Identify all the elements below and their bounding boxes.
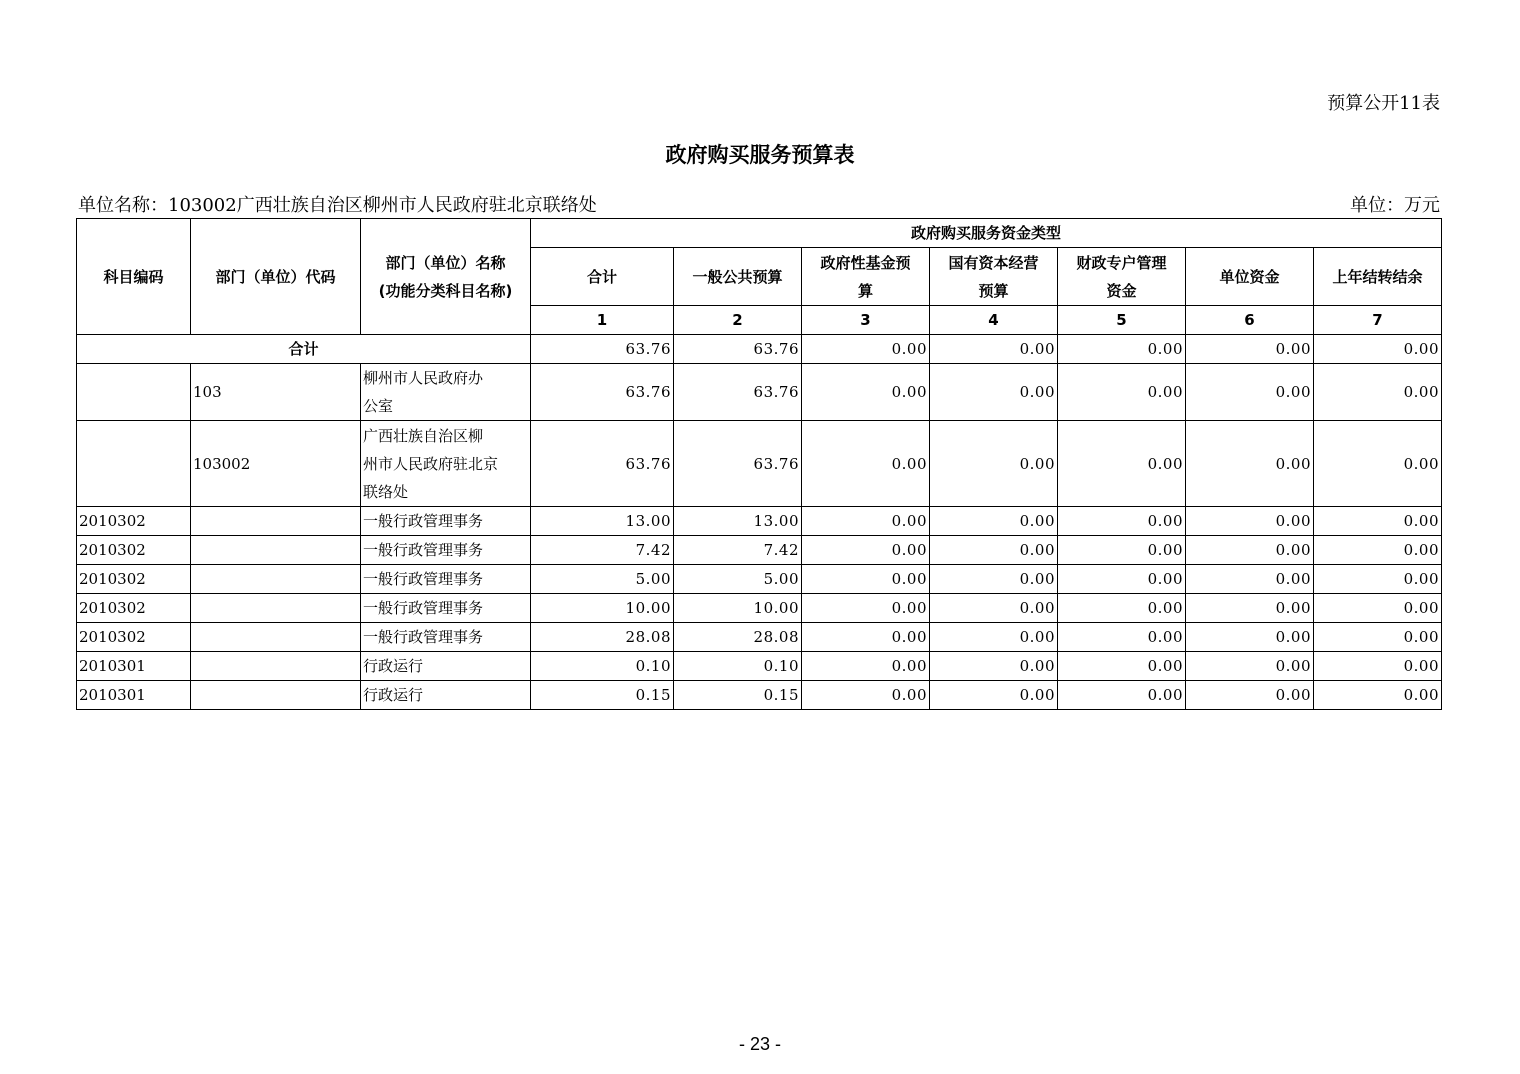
table-row: [77, 652, 1442, 681]
table-row: [77, 536, 1442, 565]
document-title: 政府购买服务预算表: [665, 143, 855, 167]
value-cell: 0.00: [1314, 421, 1442, 507]
value-cell: 0.00: [1186, 594, 1314, 623]
value-cell: 0.00: [930, 421, 1058, 507]
total-row: [77, 335, 1442, 364]
total-value: 63.76: [531, 335, 674, 364]
dept-row: [77, 421, 1442, 507]
column-number: 7: [1314, 306, 1442, 335]
dept-name-line: 公室: [363, 397, 394, 415]
dept-code-cell: [191, 565, 361, 594]
dept-code-cell: [191, 507, 361, 536]
subject-code-cell: 2010302: [77, 623, 191, 652]
header-state-capital: [930, 248, 1058, 306]
function-name-cell: 一般行政管理事务: [361, 623, 531, 652]
dept-name-cell: [361, 421, 531, 507]
dept-code-cell: 103: [191, 364, 361, 421]
total-value: 0.00: [1314, 335, 1442, 364]
value-cell: 28.08: [674, 623, 802, 652]
unit-measure-label: 单位：万元: [1350, 195, 1440, 216]
table-row: [77, 623, 1442, 652]
value-cell: 0.15: [674, 681, 802, 710]
value-cell: 0.00: [930, 536, 1058, 565]
column-number: 4: [930, 306, 1058, 335]
total-value: 0.00: [1058, 335, 1186, 364]
dept-code-cell: [191, 681, 361, 710]
value-cell: 0.00: [802, 364, 930, 421]
value-cell: 0.00: [930, 364, 1058, 421]
value-cell: 0.00: [1058, 421, 1186, 507]
value-cell: 0.00: [1186, 536, 1314, 565]
detail-rows: [77, 507, 1442, 710]
value-cell: 0.10: [674, 652, 802, 681]
value-cell: 0.00: [802, 681, 930, 710]
value-cell: 5.00: [674, 565, 802, 594]
function-name-cell: 行政运行: [361, 652, 531, 681]
dept-row: [77, 364, 1442, 421]
subject-code-cell: 2010301: [77, 681, 191, 710]
value-cell: 5.00: [531, 565, 674, 594]
table-row: [77, 681, 1442, 710]
table-id-label: 预算公开11表: [1327, 93, 1440, 114]
value-cell: 0.00: [1058, 565, 1186, 594]
header-dept-name: [361, 219, 531, 335]
value-cell: 0.00: [802, 594, 930, 623]
dept-code-cell: [191, 594, 361, 623]
total-value: 0.00: [1186, 335, 1314, 364]
header-fiscal-special-line1: 财政专户管理: [1076, 253, 1167, 272]
header-state-capital-line1: 国有资本经营: [948, 253, 1039, 272]
value-cell: 10.00: [674, 594, 802, 623]
value-cell: 0.00: [1186, 681, 1314, 710]
column-number: 1: [531, 306, 674, 335]
total-value: 0.00: [802, 335, 930, 364]
value-cell: 0.00: [802, 536, 930, 565]
budget-table: [76, 218, 1442, 710]
header-gov-fund-line2: 算: [857, 281, 873, 300]
value-cell: 0.10: [531, 652, 674, 681]
subject-code-cell: 2010302: [77, 594, 191, 623]
value-cell: 0.00: [1058, 652, 1186, 681]
value-cell: 13.00: [531, 507, 674, 536]
dept-name-line: 广西壮族自治区柳: [363, 426, 484, 445]
header-dept-name-line2: (功能分类科目名称): [378, 281, 513, 300]
value-cell: 63.76: [674, 364, 802, 421]
header-state-capital-line2: 预算: [978, 281, 1009, 300]
header-fiscal-special-line2: 资金: [1106, 281, 1137, 300]
column-number: 6: [1186, 306, 1314, 335]
value-cell: 0.00: [1058, 681, 1186, 710]
value-cell: 0.00: [1314, 565, 1442, 594]
subject-code-cell: 2010302: [77, 507, 191, 536]
total-value: 63.76: [674, 335, 802, 364]
column-number: 5: [1058, 306, 1186, 335]
value-cell: 0.00: [1058, 594, 1186, 623]
value-cell: 63.76: [531, 421, 674, 507]
subject-code-cell: 2010302: [77, 565, 191, 594]
value-cell: 0.00: [930, 507, 1058, 536]
value-cell: 0.00: [802, 623, 930, 652]
value-cell: 0.00: [1058, 507, 1186, 536]
page-number: - 23 -: [738, 1034, 781, 1054]
value-cell: 0.00: [1186, 507, 1314, 536]
value-cell: 0.00: [1186, 421, 1314, 507]
table-row: [77, 507, 1442, 536]
unit-name-label: 单位名称：103002广西壮族自治区柳州市人民政府驻北京联络处: [78, 195, 597, 216]
dept-name-line: 州市人民政府驻北京: [363, 454, 499, 473]
header-subject-code: 科目编码: [77, 219, 191, 335]
dept-code-cell: 103002: [191, 421, 361, 507]
value-cell: 0.00: [802, 652, 930, 681]
total-value: 0.00: [930, 335, 1058, 364]
header-fund-type-group: 政府购买服务资金类型: [531, 219, 1442, 248]
total-row-label: 合计: [77, 335, 531, 364]
value-cell: 0.00: [1058, 364, 1186, 421]
function-name-cell: 一般行政管理事务: [361, 594, 531, 623]
header-unit-funds: 单位资金: [1186, 248, 1314, 306]
dept-name-line: 联络处: [363, 482, 409, 501]
value-cell: 0.00: [1186, 652, 1314, 681]
header-gov-fund: [802, 248, 930, 306]
value-cell: 63.76: [674, 421, 802, 507]
value-cell: 7.42: [531, 536, 674, 565]
subject-code-cell: [77, 421, 191, 507]
value-cell: 0.00: [1314, 652, 1442, 681]
header-gov-fund-line1: 政府性基金预: [820, 253, 911, 272]
value-cell: 0.00: [930, 681, 1058, 710]
header-fiscal-special: [1058, 248, 1186, 306]
value-cell: 0.00: [1314, 364, 1442, 421]
dept-name-cell: [361, 364, 531, 421]
value-cell: 0.00: [1186, 364, 1314, 421]
value-cell: 0.00: [1186, 565, 1314, 594]
value-cell: 0.15: [531, 681, 674, 710]
header-total: 合计: [531, 248, 674, 306]
value-cell: 0.00: [1314, 623, 1442, 652]
dept-code-cell: [191, 623, 361, 652]
dept-name-line: 柳州市人民政府办: [363, 369, 484, 387]
header-carryover: 上年结转结余: [1314, 248, 1442, 306]
table-row: [77, 565, 1442, 594]
value-cell: 0.00: [1314, 536, 1442, 565]
value-cell: 0.00: [930, 594, 1058, 623]
value-cell: 0.00: [930, 652, 1058, 681]
value-cell: 0.00: [1314, 594, 1442, 623]
value-cell: 0.00: [1058, 536, 1186, 565]
value-cell: 13.00: [674, 507, 802, 536]
dept-code-cell: [191, 652, 361, 681]
header-dept-code: 部门（单位）代码: [191, 219, 361, 335]
subject-code-cell: 2010301: [77, 652, 191, 681]
header-dept-name-line1: 部门（单位）名称: [385, 253, 506, 272]
table-row: [77, 594, 1442, 623]
function-name-cell: 行政运行: [361, 681, 531, 710]
value-cell: 0.00: [1058, 623, 1186, 652]
value-cell: 0.00: [930, 565, 1058, 594]
value-cell: 7.42: [674, 536, 802, 565]
function-name-cell: 一般行政管理事务: [361, 507, 531, 536]
subject-code-cell: 2010302: [77, 536, 191, 565]
subject-code-cell: [77, 364, 191, 421]
value-cell: 0.00: [930, 623, 1058, 652]
function-name-cell: 一般行政管理事务: [361, 536, 531, 565]
value-cell: 0.00: [1314, 681, 1442, 710]
column-number: 3: [802, 306, 930, 335]
value-cell: 0.00: [1314, 507, 1442, 536]
dept-code-cell: [191, 536, 361, 565]
value-cell: 63.76: [531, 364, 674, 421]
value-cell: 0.00: [1186, 623, 1314, 652]
value-cell: 0.00: [802, 565, 930, 594]
value-cell: 10.00: [531, 594, 674, 623]
header-general-budget: 一般公共预算: [674, 248, 802, 306]
value-cell: 0.00: [802, 507, 930, 536]
column-number: 2: [674, 306, 802, 335]
function-name-cell: 一般行政管理事务: [361, 565, 531, 594]
value-cell: 28.08: [531, 623, 674, 652]
value-cell: 0.00: [802, 421, 930, 507]
